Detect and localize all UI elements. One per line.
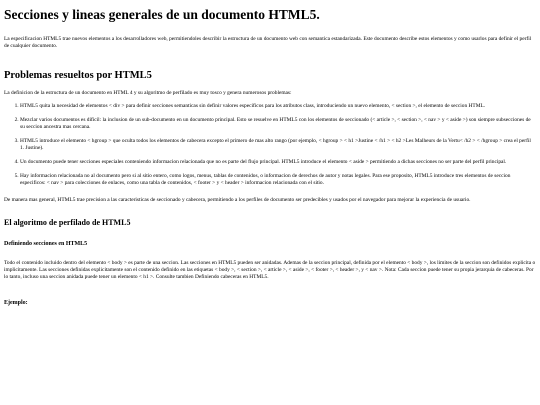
problems-closing-paragraph: De manera mas general, HTML5 trae precision a las caracteristicas de seccionado y cabecera, permitiendo a los perfiles de documento ser predecibles y usados por el navegador para mejorar la experiencia de usuario. [4,197,471,203]
list-item: 4. Un documento puede tener secciones especiales conteniendo informacion relacionada que no es parte del flujo principal. HTML5 introduce el elemento < aside > permitiendo a dichas secciones no ser parte del perfil principal. [20,159,536,166]
sections-body-paragraph: Todo el contenido incluido dentro del elemento < body > es parte de una seccion. Las secciones en HTML5 pueden ser anidadas. Ademas de la seccion principal, definida por el elemento < body >, los limites de la seccion son definidos explicita o implicitamente. Las secciones definidas explicitamente son el contenido definido en las etiquetas < body >, < section >, < article >, < aside >, < footer >, < header >, y < nav >. Nota: Cada seccion puede tener su propia jerarquia de cabeceras. Por lo tanto, incluso una seccion anidada puede tener un elemento < h1 >. Consulte tambien Definiendo cabeceras en HTML5. [4,260,536,280]
section-heading-algorithm: El algoritmo de perfilado de HTML5 [4,218,131,227]
section-heading-problems: Problemas resueltos por HTML5 [4,70,152,81]
subsection-heading-defining-sections: Definiendo secciones en HTML5 [4,241,88,247]
list-item: 2. Mezclar varios documentos es dificil: la inclusion de un sub-documento en un documento principal. Esto se resuelve en HTML5 con los elementos de seccionado (< article >, < section >, < nav > y < aside >) son siempre subsecciones de su seccion ancestra mas cercana. [20,117,536,131]
list-item: 3. HTML5 introduce el elemento < hgroup > que oculta todos los elementos de cabecera excepto el primero de mas alto rango (por ejemplo, < hgroup > < h1 >Justine < /h1 > < h2 >Les Malheurs de la Vertu< /h2 > < /hgroup > crea el perfil 1. Justine). [20,138,536,152]
intro-paragraph: La especificacion HTML5 trae nuevos elementos a los desarrolladores web, permitiendoles describir la estructura de un documento web con semantica estandarizada. Este documento describe estos elementos y como usarlos para definir el perfil de cualquier documento. [4,36,532,49]
list-item: 1. HTML5 quita la necesidad de elementos < div > para definir secciones semanticas sin definir valores especificos para los atributos class, introduciendo un nuevo elemento, < section >, el elemento de seccion HTML. [20,103,536,110]
list-item: 5. Hay informacion relacionada no al documento pero si al sitio entero, como logos, menus, tablas de contenidos, o informacion de derechos de autor y notas legales. Para ese proposito, HTML5 introduce tres elementos de seccion especificos: < nav > para colecciones de enlaces, como una tabla de contenidos, < footer > y < header > informacion relacionada con el sitio. [20,173,536,187]
page-title: Secciones y lineas generales de un documento HTML5. [4,7,320,22]
problems-lead-paragraph: La definicion de la estructura de un documento en HTML 4 y su algoritmo de perfilado es muy tosco y genera numerosos problemas: [4,90,292,96]
example-label: Ejemplo: [4,300,28,306]
problems-list [4,103,536,187]
